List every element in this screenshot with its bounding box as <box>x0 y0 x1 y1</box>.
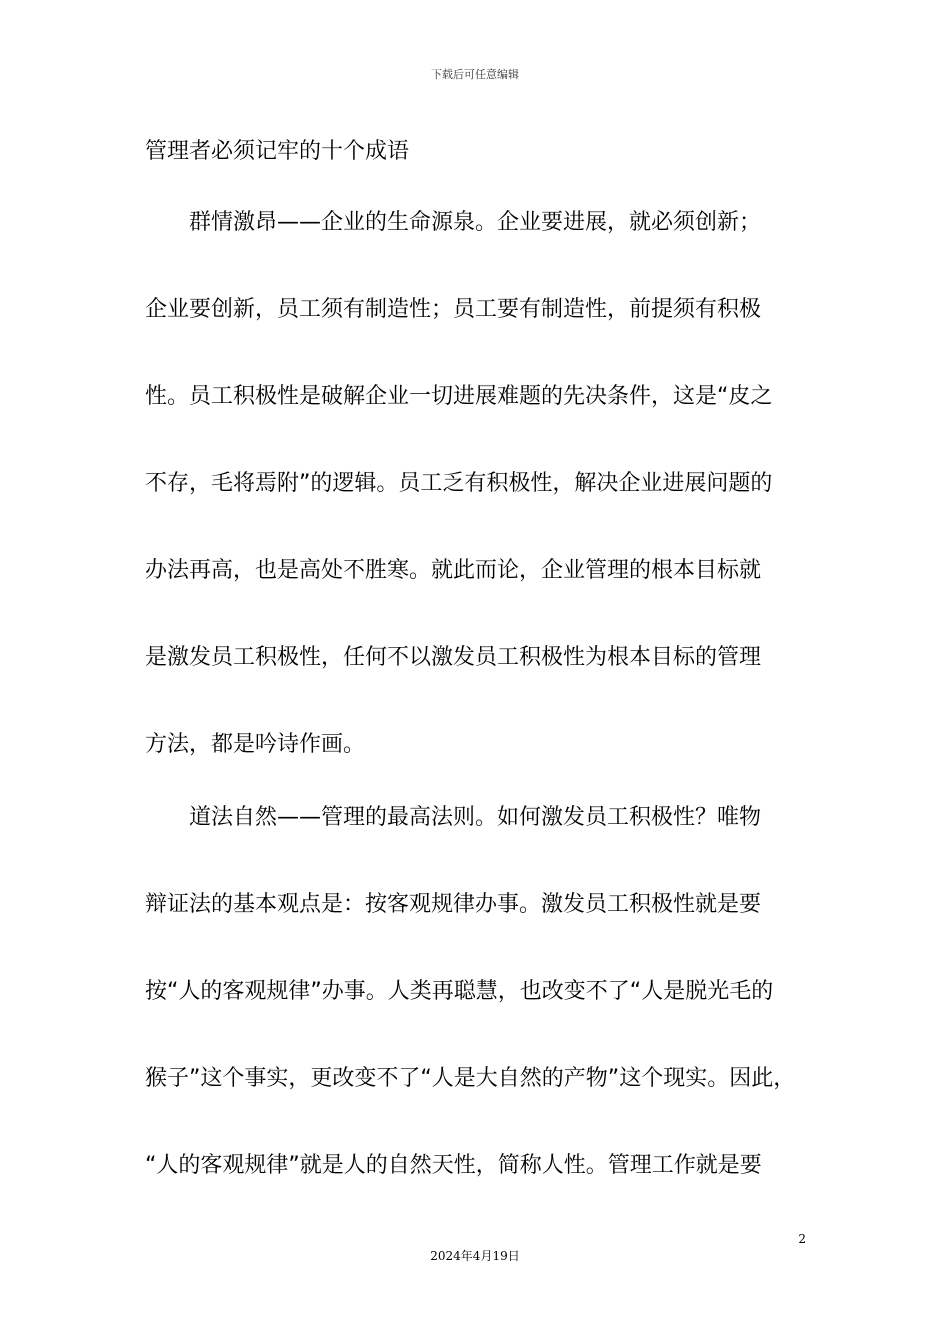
paragraph-line: 是激发员工积极性，任何不以激发员工积极性为根本目标的管理 <box>145 645 762 670</box>
paragraph-line: 群情激昂——企业的生命源泉。企业要进展，就必须创新； <box>145 210 762 235</box>
document-title: 管理者必须记牢的十个成语 <box>145 139 410 164</box>
paragraph-line: 不存，毛将焉附”的逻辑。员工乏有积极性，解决企业进展问题的 <box>145 471 773 496</box>
paragraph-line: 性。员工积极性是破解企业一切进展难题的先决条件，这是“皮之 <box>145 384 773 409</box>
paragraph-line: 猴子”这个事实，更改变不了“人是大自然的产物”这个现实。因此， <box>145 1066 796 1091</box>
paragraph-line: 办法再高，也是高处不胜寒。就此而论，企业管理的根本目标就 <box>145 558 762 583</box>
paragraph-line: 道法自然——管理的最高法则。如何激发员工积极性？唯物 <box>145 805 762 830</box>
paragraph-line: 辩证法的基本观点是：按客观规律办事。激发员工积极性就是要 <box>145 892 762 917</box>
paragraph-line: 企业要创新，员工须有制造性；员工要有制造性，前提须有积极 <box>145 297 762 322</box>
paragraph-line: “人的客观规律”就是人的自然天性，简称人性。管理工作就是要 <box>145 1153 762 1178</box>
page-number: 2 <box>798 1232 806 1246</box>
page-header: 下载后可任意编辑 <box>431 68 519 81</box>
paragraph-line: 按“人的客观规律”办事。人类再聪慧，也改变不了“人是脱光毛的 <box>145 979 774 1004</box>
footer-date: 2024年4月19日 <box>430 1249 520 1263</box>
paragraph-line: 方法，都是吟诗作画。 <box>145 732 366 757</box>
